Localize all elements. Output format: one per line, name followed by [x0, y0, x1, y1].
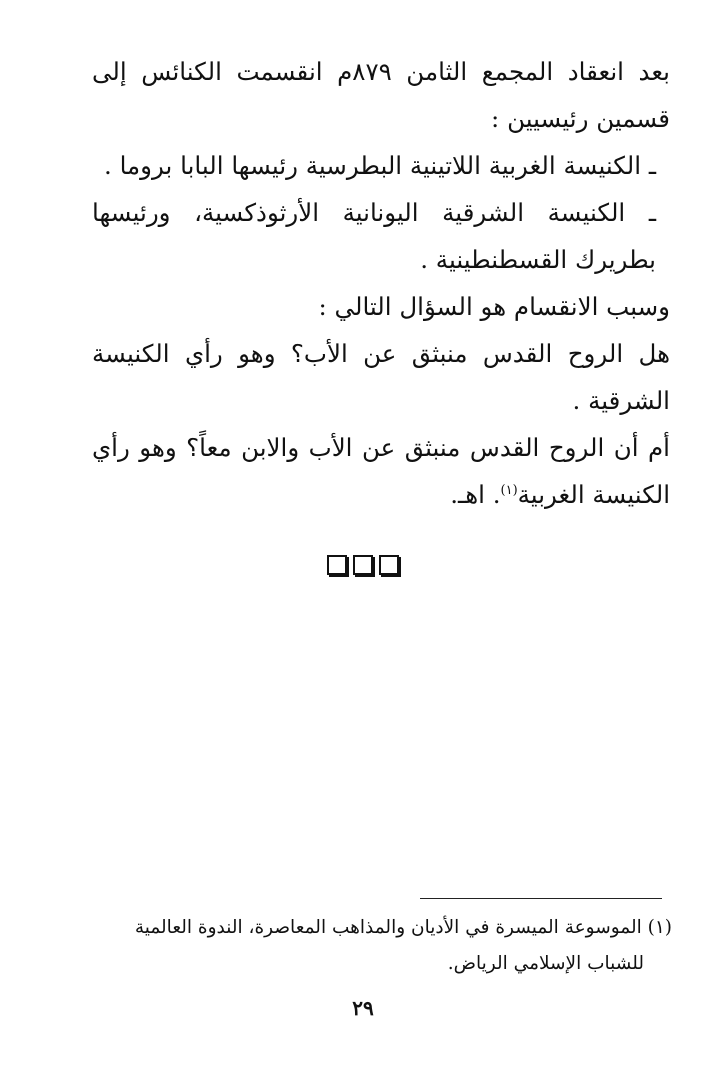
footnote-text-1: الموسوعة الميسرة في الأديان والمذاهب المعاصرة، الندوة العالمية [134, 917, 642, 938]
separator-square-icon [353, 555, 373, 575]
paragraph-eastern-church: ـ الكنيسة الشرقية اليونانية الأرثوذكسية، ورئيسها بطريرك القسطنطينية . [92, 198, 656, 274]
footnote-line-1 [60, 910, 672, 946]
section-separator [0, 555, 726, 579]
separator-square-icon [327, 555, 347, 575]
footnote-number: (١) [647, 917, 672, 938]
paragraph-intro: بعد انعقاد المجمع الثامن ٨٧٩م انقسمت الكنائس إلى قسمين رئيسيين : [92, 57, 670, 133]
main-text [92, 48, 670, 518]
paragraph-question-west [92, 424, 670, 518]
page-number: ٢٩ [352, 996, 374, 1020]
paragraph-question-east: هل الروح القدس منبثق عن الأب؟ وهو رأي الكنيسة الشرقية . [92, 339, 670, 415]
paragraph-question-west-end: . اهـ. [450, 480, 501, 509]
footnote-divider [420, 898, 662, 899]
footnote [60, 910, 672, 982]
separator-square-icon [379, 555, 399, 575]
paragraph-cause: وسبب الانقسام هو السؤال التالي : [318, 292, 670, 321]
footnote-reference: (١) [500, 482, 518, 498]
footnote-line-2: للشباب الإسلامي الرياض. [447, 953, 644, 974]
paragraph-question-west-text: أم أن الروح القدس منبثق عن الأب والابن معاً؟ وهو رأي الكنيسة الغربية [92, 433, 670, 509]
paragraph-western-church: ـ الكنيسة الغربية اللاتينية البطرسية رئيسها البابا بروما . [104, 151, 656, 180]
